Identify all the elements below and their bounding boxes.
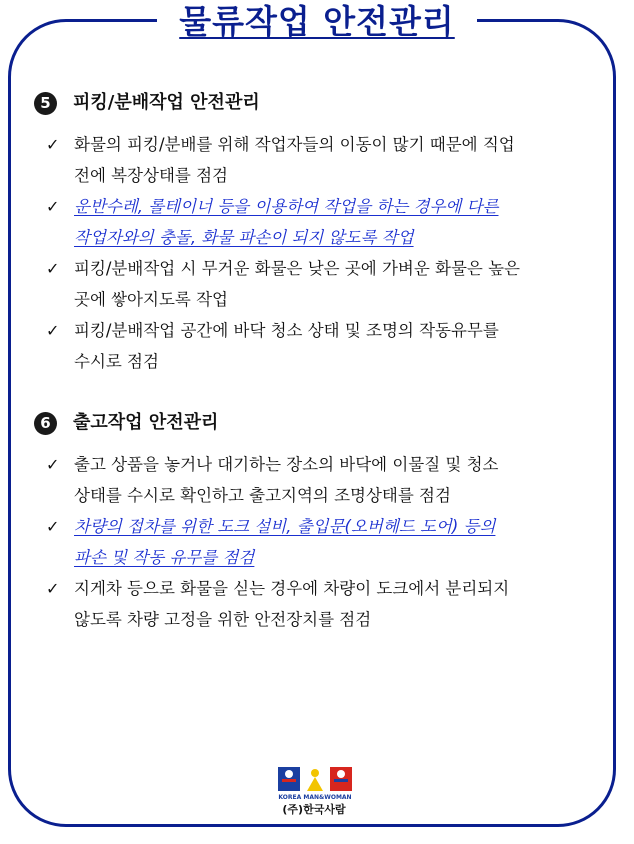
checklist-item-link[interactable] bbox=[46, 191, 594, 253]
logo-figure-arms bbox=[334, 779, 348, 782]
checklist-item bbox=[46, 449, 594, 511]
item-line: 곳에 쌓아지도록 작업 bbox=[74, 290, 228, 309]
check-icon: ✓ bbox=[46, 321, 60, 340]
check-icon: ✓ bbox=[46, 517, 60, 536]
logo-figure-head bbox=[285, 770, 293, 778]
checklist-item bbox=[46, 315, 594, 377]
check-icon: ✓ bbox=[46, 197, 60, 216]
section-shipping bbox=[34, 408, 594, 635]
logo-caption: (주)한국사람 bbox=[282, 803, 346, 816]
number-badge: 6 bbox=[34, 412, 57, 435]
section-header bbox=[34, 88, 594, 118]
item-line: 출고 상품을 놓거나 대기하는 장소의 바닥에 이물질 및 청소 bbox=[74, 455, 499, 474]
title-bar bbox=[0, 0, 634, 46]
logo-figure-head bbox=[311, 769, 319, 777]
item-line-link[interactable]: 작업자와의 충돌, 화물 파손이 되지 않도록 작업 bbox=[74, 228, 414, 247]
page-title: 물류작업 안전관리 bbox=[157, 0, 477, 46]
section-picking bbox=[34, 88, 594, 377]
item-line: 전에 복장상태를 점검 bbox=[74, 166, 228, 185]
logo-figure-body bbox=[307, 777, 323, 791]
number-badge: 5 bbox=[34, 92, 57, 115]
item-line: 화물의 피킹/분배를 위해 작업자들의 이동이 많기 때문에 직업 bbox=[74, 135, 515, 154]
item-line-link[interactable]: 차량의 접차를 위한 도크 설비, 출입문(오버헤드 도어) 등의 bbox=[74, 517, 496, 536]
check-icon: ✓ bbox=[46, 579, 60, 598]
check-icon: ✓ bbox=[46, 455, 60, 474]
checklist-item-link[interactable] bbox=[46, 511, 594, 573]
item-line: 피킹/분배작업 시 무거운 화물은 낮은 곳에 가벼운 화물은 높은 bbox=[74, 259, 520, 278]
check-icon: ✓ bbox=[46, 259, 60, 278]
item-line-link[interactable]: 운반수레, 롤테이너 등을 이용하여 작업을 하는 경우에 다른 bbox=[74, 197, 499, 216]
checklist-item bbox=[46, 129, 594, 191]
item-line-link[interactable]: 파손 및 작동 유무를 점검 bbox=[74, 548, 255, 567]
section-header bbox=[34, 408, 594, 438]
checklist-item bbox=[46, 253, 594, 315]
checklist-item bbox=[46, 573, 594, 635]
section-title: 출고작업 안전관리 bbox=[73, 412, 219, 433]
item-line: 않도록 차량 고정을 위한 안전장치를 점검 bbox=[74, 610, 372, 629]
logo-figure-arms bbox=[282, 779, 296, 782]
logo-figure-head bbox=[337, 770, 345, 778]
item-line: 수시로 점검 bbox=[74, 352, 159, 371]
check-icon: ✓ bbox=[46, 135, 60, 154]
item-line: 피킹/분배작업 공간에 바닥 청소 상태 및 조명의 작동유무를 bbox=[74, 321, 499, 340]
item-line: 지게차 등으로 화물을 싣는 경우에 차량이 도크에서 분리되지 bbox=[74, 579, 510, 598]
logo-brand-text: KOREA MAN&WOMAN bbox=[278, 794, 352, 801]
section-title: 피킹/분배작업 안전관리 bbox=[73, 92, 260, 113]
item-line: 상태를 수시로 확인하고 출고지역의 조명상태를 점검 bbox=[74, 486, 451, 505]
